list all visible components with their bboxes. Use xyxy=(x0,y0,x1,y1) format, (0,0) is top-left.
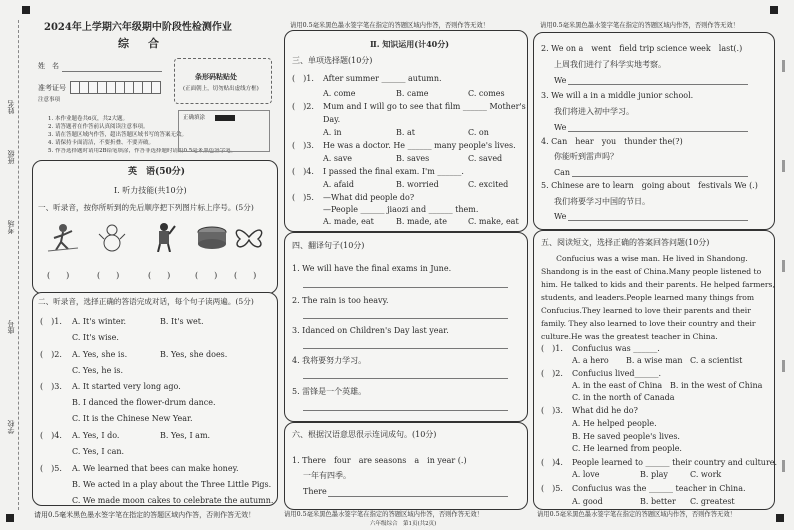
barcode-area xyxy=(174,58,272,104)
middle-header: 请用0.5毫米黑色墨水签字笔在指定的答题区域内作答，否则作答无效！ xyxy=(290,22,489,29)
q5-item-2-opt-c: C. in the north of Canada xyxy=(572,393,675,402)
right-header: 请用0.5毫米黑色墨水签字笔在指定的答题区域内作答，否则作答无效！ xyxy=(540,22,739,29)
q6-item-3-cn: 我们将进入初中学习。 xyxy=(554,107,634,116)
passage-line-5: Confucius.They learned to love their parents and their xyxy=(541,306,751,315)
q2-item-3-a: A. It started very long ago. xyxy=(72,382,181,391)
exam-subtitle: 综 合 xyxy=(118,37,163,50)
q5-item-1-opt-b: B. a wise man xyxy=(626,356,683,365)
q3-item-4-num[interactable]: ( )4. xyxy=(292,167,314,176)
q3-item-5-num[interactable]: ( )5. xyxy=(292,193,314,202)
q3-item-1-opt-a: A. come xyxy=(323,89,356,98)
page-number: 六年级综合 第1页(共2页) xyxy=(370,521,437,527)
part2-title: Ⅱ. 知识运用(计40分) xyxy=(370,39,450,49)
q2-item-2-num[interactable]: ( )2. xyxy=(40,350,62,359)
q6-answer-line-3[interactable] xyxy=(568,131,748,132)
q3-item-5-stem2: —People ______ jiaozi and ______ them. xyxy=(323,205,479,214)
passage-line-4: students, and leaders.People learned many things from xyxy=(541,293,755,302)
fill-example-label: 正确填涂 xyxy=(183,115,206,121)
q2-item-4-b: B. Yes, I am. xyxy=(160,431,211,440)
q5-item-5-stem: Confucius was the ______ teacher in China. xyxy=(572,484,746,493)
q3-item-3-opt-c: C. saved xyxy=(468,154,503,163)
picture-2-snowman xyxy=(93,222,131,252)
alignment-marker-top-right xyxy=(770,6,778,14)
name-label: 姓 名 xyxy=(38,62,59,70)
q3-item-4-opt-c: C. excited xyxy=(468,180,509,189)
q4-title: 四、翻译句子(10分) xyxy=(292,241,365,250)
picture-5-butterfly xyxy=(230,222,268,252)
picture-4-drum xyxy=(193,222,231,252)
note-4: 4. 请保持卡面清洁，不要折叠、不要弄破。 xyxy=(48,140,154,146)
exam-number-label: 准考证号 xyxy=(38,84,66,92)
binding-label-room: 考场 xyxy=(7,220,15,234)
q3-item-4-opt-a: A. afaid xyxy=(323,180,355,189)
exam-title: 2024年上学期六年级期中阶段性检测作业 xyxy=(44,22,232,33)
q2-item-2-b: B. Yes, she does. xyxy=(160,350,228,359)
q6-item-5: 5. Chinese are to learn going about festivals We (.) xyxy=(541,181,758,190)
binding-label-school: 学校 xyxy=(7,420,15,434)
picture-1-skiing xyxy=(44,222,82,252)
q6-answer-line-5[interactable] xyxy=(568,220,748,221)
q4-answer-line-5[interactable] xyxy=(303,410,508,411)
q3-item-5-opt-b: B. made, ate xyxy=(396,217,447,226)
q6-title: 六、根据汉语意思很示连词成句。(10分) xyxy=(292,430,437,439)
q2-item-4-num[interactable]: ( )4. xyxy=(40,431,62,440)
q2-item-4-c: C. Yes, I can. xyxy=(72,447,125,456)
barcode-label: 条形码粘贴处 xyxy=(195,72,237,81)
q1-title: 一、听录音，按你所听到的先后顺序把下列图片标上序号。(5分) xyxy=(38,203,254,212)
binding-strip xyxy=(0,20,24,510)
q2-item-1-num[interactable]: ( )1. xyxy=(40,317,62,326)
q6-item-2-start: We xyxy=(554,76,567,85)
q6-item-5-start: We xyxy=(554,212,567,221)
q4-item-5: 5. 雷锋是一个英雄。 xyxy=(292,387,367,396)
q2-item-1-c: C. It's wise. xyxy=(72,333,119,342)
q2-item-1-b: B. It's wet. xyxy=(160,317,204,326)
q4-item-3: 3. Idanced on Children's Day last year. xyxy=(292,326,449,335)
q5-item-3-opt-c: C. He learned from people. xyxy=(572,444,682,453)
binding-label-name: 姓名 xyxy=(7,100,15,114)
q5-item-3-num[interactable]: ( )3. xyxy=(541,406,563,415)
binding-label-seat: 座号 xyxy=(7,320,15,334)
q5-item-2-opt-a: A. in the east of China xyxy=(572,381,663,390)
q3-item-4-opt-b: B. worried xyxy=(396,180,439,189)
q6-answer-line-1[interactable] xyxy=(328,496,508,497)
q6-answer-line-2[interactable] xyxy=(568,84,748,85)
q3-item-2-stem: Mum and I will go to see that film ______ Mother's xyxy=(323,102,526,111)
q3-item-3-opt-b: B. saves xyxy=(396,154,430,163)
q4-answer-line-3[interactable] xyxy=(303,348,508,349)
q3-title: 三、单项选择题(10分) xyxy=(292,56,373,65)
note-2: 2. 请答题者在作答前认真阅读注意事项。 xyxy=(48,124,149,130)
q6-item-4-start: Can xyxy=(554,168,571,177)
passage-line-2: Shandong is in the east of China.Many people listened to xyxy=(541,267,762,276)
q5-item-3-opt-b: B. He saved people's lives. xyxy=(572,432,680,441)
right-footer: 请用0.5毫米黑色墨水签字笔在指定的答题区域内作答，否则作答无效！ xyxy=(537,511,736,518)
part1-title: Ⅰ. 听力技能(共10分) xyxy=(114,186,187,195)
q6-item-1-cn: 一年有四季。 xyxy=(303,471,351,480)
q3-item-2-stem2: Day. xyxy=(323,115,341,124)
alignment-marker-bottom-left xyxy=(6,514,14,522)
q5-item-1-stem: Confucius was ______. xyxy=(572,344,660,353)
alignment-marker-top-left xyxy=(22,6,30,14)
q4-item-1: 1. We will have the final exams in June. xyxy=(292,264,452,273)
q5-item-3-opt-a: A. He helped people. xyxy=(572,419,657,428)
q5-item-4-num[interactable]: ( )4. xyxy=(541,458,563,467)
q2-item-3-num[interactable]: ( )3. xyxy=(40,382,62,391)
binding-dashed-line xyxy=(18,20,19,510)
q3-item-2-opt-c: C. on xyxy=(468,128,489,137)
q6-item-4-cn: 你能听到雷声吗？ xyxy=(554,152,618,161)
q3-item-5-stem: —What did people do? xyxy=(323,193,415,202)
note-3: 3. 请在答题区域内作答，超出答题区域书写的答案无效。 xyxy=(48,132,187,138)
q1-answer-2[interactable]: ( ) xyxy=(97,271,120,280)
q3-item-3-stem: He was a doctor. He ______ many people's lives. xyxy=(323,141,516,150)
alignment-marker-bottom-right xyxy=(776,514,784,522)
note-1: 1. 本作业题卷共6页，共2大题。 xyxy=(48,116,128,122)
q3-item-3-opt-a: A. save xyxy=(323,154,352,163)
fill-example xyxy=(178,110,270,152)
q4-item-2: 2. The rain is too heavy. xyxy=(292,296,389,305)
q5-item-1-opt-a: A. a hero xyxy=(572,356,609,365)
q3-item-2-opt-b: B. at xyxy=(396,128,415,137)
q3-item-2-opt-a: A. in xyxy=(323,128,342,137)
q4-answer-line-1[interactable] xyxy=(303,287,508,288)
q6-item-2: 2. We on a went field trip science week last(.) xyxy=(541,44,743,53)
note-5: 5. 作答选择题时请用2B铅笔填涂，作答非选择题时请用0.5毫米黑色签字笔。 xyxy=(48,148,237,154)
q3-item-5-opt-a: A. made, eat xyxy=(323,217,374,226)
q6-item-1-start: There xyxy=(303,487,327,496)
passage-line-1: Confucius was a wise man. He lived in Shandong. xyxy=(541,254,748,263)
q4-item-4: 4. 我将要努力学习。 xyxy=(292,356,367,365)
q2-item-5-num[interactable]: ( )5. xyxy=(40,464,62,473)
q5-item-5-opt-b: B. better xyxy=(640,497,676,506)
picture-3-person xyxy=(145,222,183,252)
q6-item-1: 1. There four are seasons a in year (.) xyxy=(292,456,467,465)
q5-item-2-opt-b: B. in the west of China xyxy=(670,381,763,390)
q3-item-5-opt-c: C. make, eat xyxy=(468,217,519,226)
passage-line-7: culture.He was the greatest teacher in China. xyxy=(541,332,718,341)
q5-item-5-opt-a: A. good xyxy=(572,497,603,506)
q2-title: 二、听录音，选择正确的答语完成对话，每个句子读两遍。(5分) xyxy=(38,297,254,306)
q3-item-1-opt-b: B. came xyxy=(396,89,429,98)
passage-line-6: family. They also learned to love their country and their xyxy=(541,319,756,328)
q2-item-5-b: B. We acted in a play about the Three Little Pigs. xyxy=(72,480,272,489)
q5-title: 五、阅读短文，选择正确的答案回答问题(10分) xyxy=(541,238,710,247)
passage-line-3: him. He talked to kids and their parents. He helped farmers, xyxy=(541,280,775,289)
q3-item-4-stem: I passed the final exam. I'm ______. xyxy=(323,167,464,176)
q5-item-5-opt-c: C. greatest xyxy=(690,497,735,506)
q6-item-3: 3. We will a in a middle junior school. xyxy=(541,91,694,100)
q5-item-1-opt-c: C. a scientist xyxy=(690,356,743,365)
q2-item-3-b: B. I danced the flower-drum dance. xyxy=(72,398,216,407)
q5-item-5-num[interactable]: ( )5. xyxy=(541,484,563,493)
q2-item-4-a: A. Yes, I do. xyxy=(72,431,120,440)
q1-answer-4[interactable]: ( ) xyxy=(195,271,218,280)
binding-label-class: 班级 xyxy=(7,150,15,164)
q2-item-5-c: C. We made moon cakes to celebrate the autumn. xyxy=(72,496,274,505)
left-footer: 请用0.5毫米黑色墨水签字笔在指定的答题区域内作答，否则作答无效！ xyxy=(34,511,256,519)
q5-item-4-opt-b: B. play xyxy=(640,470,668,479)
q3-item-1-num[interactable]: ( )1. xyxy=(292,74,314,83)
q3-item-1-stem: After summer ______ autumn. xyxy=(323,74,442,83)
q5-item-4-stem: People learned to ______ their country and culture. xyxy=(572,458,778,467)
q4-answer-line-2[interactable] xyxy=(303,318,508,319)
q2-item-5-a: A. We learned that bees can make honey. xyxy=(72,464,239,473)
q3-item-3-num[interactable]: ( )3. xyxy=(292,141,314,150)
middle-footer: 请用0.5毫米黑色墨水签字笔在指定的答题区域内作答，否则作答无效！ xyxy=(284,511,483,518)
q2-item-3-c: C. It is the Chinese New Year. xyxy=(72,414,193,423)
q6-answer-line-4[interactable] xyxy=(572,176,748,177)
notes-title: 注意事项 xyxy=(38,97,61,103)
barcode-note: (正面朝上，切勿贴出虚线方框) xyxy=(183,86,259,92)
q1-answer-1[interactable]: ( ) xyxy=(47,271,70,280)
q5-item-3-stem: What did he do? xyxy=(572,406,638,415)
name-field-line[interactable] xyxy=(62,71,162,72)
q2-item-1-a: A. It's winter. xyxy=(72,317,127,326)
q6-item-3-start: We xyxy=(554,123,567,132)
q2-item-2-a: A. Yes, she is. xyxy=(72,350,128,359)
q1-answer-5[interactable]: ( ) xyxy=(234,271,257,280)
q2-item-2-c: C. Yes, he is. xyxy=(72,366,124,375)
q5-item-2-stem: Confucius lived______. xyxy=(572,369,662,378)
q5-item-2-num[interactable]: ( )2. xyxy=(541,369,563,378)
q5-item-4-opt-a: A. love xyxy=(572,470,600,479)
q1-answer-3[interactable]: ( ) xyxy=(148,271,171,280)
q5-item-4-opt-c: C. work xyxy=(690,470,722,479)
q4-answer-line-4[interactable] xyxy=(303,378,508,379)
q6-item-4: 4. Can hear you thunder the(?) xyxy=(541,137,683,146)
q5-item-1-num[interactable]: ( )1. xyxy=(541,344,563,353)
q6-item-5-cn: 我们将要学习中国的节日。 xyxy=(554,197,650,206)
english-title: 英 语(50分) xyxy=(128,167,186,177)
q3-item-1-opt-c: C. comes xyxy=(468,89,505,98)
q6-item-2-cn: 上周我们进行了科学实地考察。 xyxy=(554,60,666,69)
q3-item-2-num[interactable]: ( )2. xyxy=(292,102,314,111)
